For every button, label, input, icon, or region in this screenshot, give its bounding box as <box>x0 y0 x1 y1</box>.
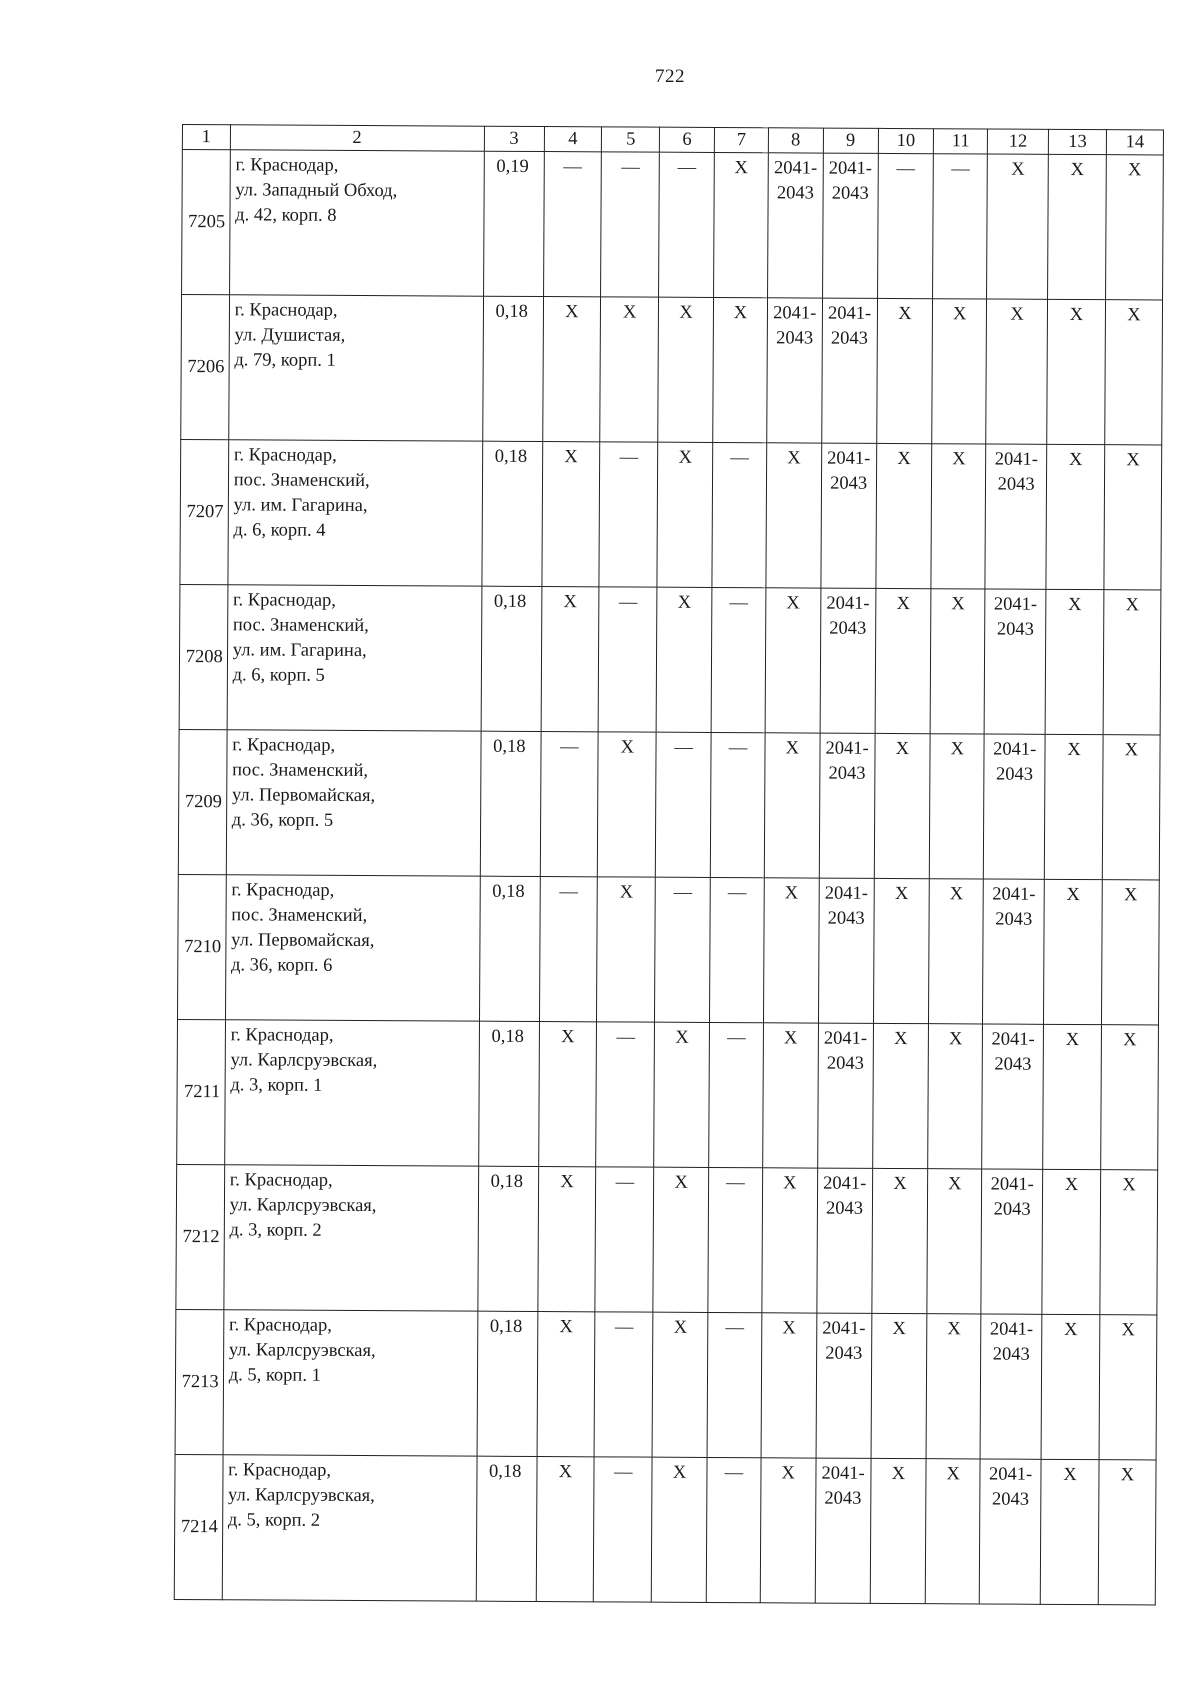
mark-cell: X <box>926 1314 981 1459</box>
mark-cell: X <box>541 442 600 587</box>
mark-cell: 2041- 2043 <box>983 879 1045 1024</box>
column-header: 14 <box>1106 130 1163 155</box>
mark-cell: X <box>652 1457 708 1602</box>
table-body <box>174 150 1163 1605</box>
column-header: 4 <box>544 127 602 152</box>
mark-cell: X <box>929 879 984 1024</box>
address-cell: г. Краснодар, ул. Карлсруэвская, д. 5, корп. 2 <box>222 1455 477 1601</box>
row-number: 7205 <box>182 150 231 295</box>
mark-cell: — <box>711 587 766 732</box>
table-row <box>176 1164 1158 1314</box>
mark-cell: X <box>1044 734 1103 879</box>
mark-cell: X <box>1103 590 1161 735</box>
mark-cell: — <box>707 1312 762 1457</box>
mark-cell: X <box>714 152 769 297</box>
mark-cell: X <box>872 1023 929 1168</box>
mark-cell: — <box>710 877 765 1022</box>
mark-cell: X <box>1045 589 1104 734</box>
mark-cell: 2041- 2043 <box>982 1024 1044 1169</box>
mark-cell: — <box>595 1167 654 1312</box>
table-row <box>180 439 1162 589</box>
mark-cell: X <box>763 878 819 1023</box>
mark-cell: X <box>763 1023 819 1168</box>
mark-cell: — <box>598 587 657 732</box>
mark-cell: 2041- 2043 <box>981 1169 1043 1314</box>
mark-cell: X <box>987 154 1049 299</box>
mark-cell: X <box>1105 300 1163 445</box>
mark-cell: X <box>656 587 712 732</box>
mark-cell: X <box>1047 299 1106 444</box>
address-cell: г. Краснодар, пос. Знаменский, ул. Первомайская, д. 36, корп. 6 <box>225 875 480 1021</box>
mark-cell: X <box>986 299 1048 444</box>
mark-cell: — <box>877 153 934 298</box>
mark-cell: — <box>540 732 599 877</box>
mark-cell: X <box>876 298 933 443</box>
column-header: 9 <box>823 128 878 153</box>
row-number: 7209 <box>178 729 227 874</box>
column-header: 11 <box>934 129 988 154</box>
mark-cell: X <box>930 734 985 879</box>
mark-cell: — <box>710 732 765 877</box>
mark-cell: 2041- 2043 <box>767 298 823 443</box>
mark-cell: — <box>594 1312 653 1457</box>
mark-cell: 2041- 2043 <box>822 153 878 298</box>
row-number: 7207 <box>180 439 229 584</box>
mark-cell: X <box>538 1022 597 1167</box>
mark-cell: 2041- 2043 <box>984 589 1046 734</box>
address-cell: г. Краснодар, ул. Карлсруэвская, д. 5, корп. 1 <box>223 1310 478 1456</box>
value-cell: 0,18 <box>482 441 543 586</box>
mark-cell: X <box>870 1458 927 1603</box>
mark-cell: X <box>873 878 930 1023</box>
column-header: 10 <box>878 128 934 153</box>
mark-cell: X <box>931 444 986 589</box>
mark-cell: X <box>932 299 987 444</box>
mark-cell: — <box>594 1457 653 1602</box>
table-row <box>175 1309 1157 1459</box>
mark-cell: X <box>536 1457 595 1602</box>
data-table <box>174 124 1164 1605</box>
row-number: 7213 <box>175 1309 224 1454</box>
mark-cell: X <box>1102 735 1160 880</box>
value-cell: 0,18 <box>476 1456 537 1601</box>
mark-cell: 2041- 2043 <box>821 443 877 588</box>
mark-cell: — <box>706 1457 761 1602</box>
mark-cell: X <box>1040 1459 1099 1604</box>
table-row <box>177 874 1159 1024</box>
mark-cell: X <box>653 1167 709 1312</box>
row-number: 7210 <box>177 874 226 1019</box>
mark-cell: X <box>654 1022 710 1167</box>
mark-cell: X <box>875 588 932 733</box>
mark-cell: X <box>1099 1315 1157 1460</box>
row-number: 7206 <box>181 295 230 440</box>
mark-cell: X <box>927 1169 982 1314</box>
column-header: 1 <box>182 125 230 150</box>
mark-cell: 2041- 2043 <box>821 298 877 443</box>
mark-cell: — <box>599 442 658 587</box>
mark-cell: 2041- 2043 <box>979 1459 1041 1604</box>
column-header: 8 <box>768 128 823 153</box>
mark-cell: X <box>760 1458 816 1603</box>
mark-cell: X <box>764 733 820 878</box>
mark-cell: X <box>875 443 932 588</box>
mark-cell: X <box>1042 1169 1101 1314</box>
mark-cell: X <box>658 297 714 442</box>
address-cell: г. Краснодар, ул. Карлсруэвская, д. 3, корп. 1 <box>224 1020 479 1166</box>
mark-cell: X <box>537 1312 596 1457</box>
column-header: 12 <box>988 129 1049 154</box>
mark-cell: — <box>543 152 602 297</box>
mark-cell: — <box>708 1167 763 1312</box>
mark-cell: X <box>541 587 600 732</box>
column-header: 5 <box>602 127 660 152</box>
column-header: 13 <box>1048 129 1106 154</box>
mark-cell: X <box>1104 445 1162 590</box>
table-row <box>178 729 1160 879</box>
address-cell: г. Краснодар, пос. Знаменский, ул. Первомайская, д. 36, корп. 5 <box>226 730 481 876</box>
table-row <box>179 584 1161 734</box>
value-cell: 0,18 <box>479 876 540 1021</box>
row-number: 7211 <box>177 1019 226 1164</box>
value-cell: 0,18 <box>480 731 541 876</box>
mark-cell: X <box>600 297 659 442</box>
mark-cell: X <box>761 1313 817 1458</box>
column-header: 6 <box>660 127 715 152</box>
value-cell: 0,18 <box>481 586 542 731</box>
mark-cell: — <box>655 877 711 1022</box>
address-cell: г. Краснодар, пос. Знаменский, ул. им. Гагарина, д. 6, корп. 5 <box>227 585 482 731</box>
row-number: 7214 <box>174 1454 223 1599</box>
mark-cell: X <box>713 297 768 442</box>
table-row <box>177 1019 1159 1169</box>
mark-cell: 2041- 2043 <box>983 734 1045 879</box>
mark-cell: 2041- 2043 <box>817 1023 873 1168</box>
mark-cell: X <box>1101 1025 1159 1170</box>
mark-cell: 2041- 2043 <box>767 153 823 298</box>
value-cell: 0,18 <box>477 1166 538 1311</box>
mark-cell: X <box>871 1313 928 1458</box>
mark-cell: X <box>598 732 657 877</box>
value-cell: 0,18 <box>482 296 543 441</box>
mark-cell: X <box>928 1024 983 1169</box>
mark-cell: X <box>874 733 931 878</box>
address-cell: г. Краснодар, ул. Карлсруэвская, д. 3, корп. 2 <box>224 1165 479 1311</box>
mark-cell: X <box>1046 444 1105 589</box>
table-row <box>174 1454 1156 1604</box>
value-cell: 0,19 <box>483 151 544 296</box>
mark-cell: 2041- 2043 <box>985 444 1047 589</box>
row-number: 7208 <box>179 584 228 729</box>
mark-cell: 2041- 2043 <box>820 588 876 733</box>
row-number: 7212 <box>176 1164 225 1309</box>
mark-cell: X <box>1043 1024 1102 1169</box>
mark-cell: X <box>765 588 821 733</box>
address-cell: г. Краснодар, ул. Душистая, д. 79, корп. 1 <box>228 295 483 441</box>
mark-cell: X <box>926 1459 981 1604</box>
column-header: 7 <box>714 127 768 152</box>
mark-cell: X <box>1106 155 1164 300</box>
mark-cell: — <box>596 1022 655 1167</box>
column-header: 2 <box>230 125 484 151</box>
mark-cell: — <box>659 152 715 297</box>
mark-cell: X <box>1100 1170 1158 1315</box>
mark-cell: X <box>1098 1460 1156 1605</box>
mark-cell: — <box>601 152 660 297</box>
mark-cell: 2041- 2043 <box>818 878 874 1023</box>
page-number: 722 <box>655 66 685 87</box>
mark-cell: 2041- 2043 <box>817 1168 873 1313</box>
mark-cell: X <box>1048 154 1107 299</box>
table-row <box>181 295 1163 445</box>
value-cell: 0,18 <box>477 1311 538 1456</box>
address-cell: г. Краснодар, ул. Западный Обход, д. 42, корп. 8 <box>229 150 484 296</box>
table-row <box>182 150 1164 300</box>
mark-cell: X <box>1101 880 1159 1025</box>
mark-cell: X <box>542 297 601 442</box>
mark-cell: X <box>766 443 822 588</box>
column-header: 3 <box>484 126 544 151</box>
mark-cell: X <box>762 1168 818 1313</box>
address-cell: г. Краснодар, пос. Знаменский, ул. им. Гагарина, д. 6, корп. 4 <box>228 440 483 586</box>
mark-cell: — <box>712 442 767 587</box>
mark-cell: 2041- 2043 <box>980 1314 1042 1459</box>
mark-cell: 2041- 2043 <box>815 1458 871 1603</box>
mark-cell: — <box>933 154 988 299</box>
mark-cell: X <box>871 1168 928 1313</box>
mark-cell: X <box>1041 1314 1100 1459</box>
mark-cell: X <box>537 1167 596 1312</box>
mark-cell: — <box>656 732 712 877</box>
mark-cell: X <box>597 877 656 1022</box>
mark-cell: X <box>1044 879 1103 1024</box>
value-cell: 0,18 <box>478 1021 539 1166</box>
mark-cell: — <box>539 877 598 1022</box>
mark-cell: 2041- 2043 <box>816 1313 872 1458</box>
mark-cell: — <box>709 1022 764 1167</box>
mark-cell: X <box>652 1312 708 1457</box>
mark-cell: X <box>657 442 713 587</box>
mark-cell: X <box>930 589 985 734</box>
mark-cell: 2041- 2043 <box>819 733 875 878</box>
